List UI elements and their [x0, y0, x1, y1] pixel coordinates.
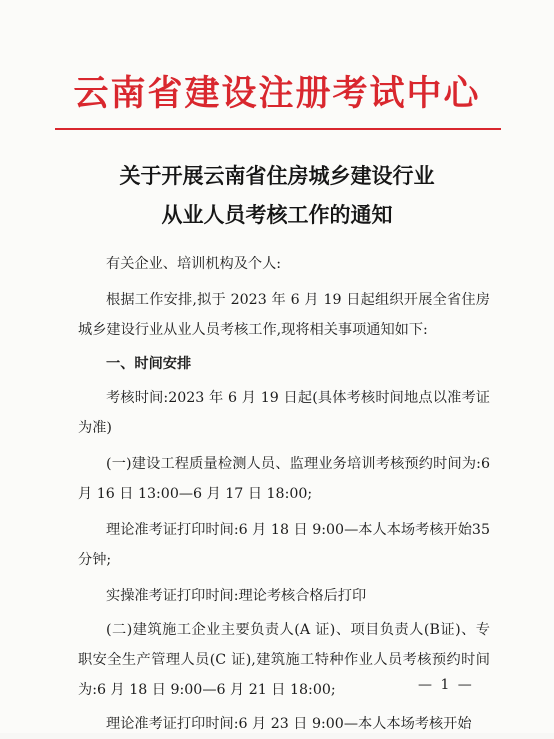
- notice-body: [78, 249, 490, 739]
- item-1-theory-print-paragraph: 理论准考证打印时间:6 月 18 日 9:00—本人本场考核开始35 分钟;: [78, 522, 490, 568]
- notice-title-line-1: 关于开展云南省住房城乡建设行业: [119, 164, 435, 188]
- red-divider-line: [55, 128, 501, 130]
- item-1-practical-print-paragraph: 实操准考证打印时间:理论考核合格后打印: [106, 588, 367, 604]
- page-number: — 1 —: [418, 677, 474, 693]
- intro-paragraph: 根据工作安排,拟于 2023 年 6 月 19 日起组织开展全省住房城乡建设行业从业人员考核工作,现将相关事项通知如下:: [78, 292, 490, 338]
- section-1-heading: 一、时间安排: [106, 356, 192, 372]
- notice-title-line-2: 从业人员考核工作的通知: [161, 203, 393, 227]
- issuer-header: 云南省建设注册考试中心: [73, 74, 481, 114]
- salutation: 有关企业、培训机构及个人:: [106, 256, 282, 272]
- item-1-paragraph: (一)建设工程质量检测人员、监理业务培训考核预约时间为:6 月 16 日 13:00—6 月 17 日 18:00;: [78, 456, 490, 502]
- item-2-paragraph: (二)建筑施工企业主要负责人(A 证)、项目负责人(B证)、专职安全生产管理人员(C 证),建筑施工特种作业人员考核预约时间为:6 月 18 日 9:00—6 月 21 日 18:00;: [78, 622, 490, 698]
- exam-time-paragraph: 考核时间:2023 年 6 月 19 日起(具体考核时间地点以准考证为准): [78, 390, 490, 436]
- item-2-theory-print-paragraph: 理论准考证打印时间:6 月 23 日 9:00—本人本场考核开始: [106, 716, 472, 732]
